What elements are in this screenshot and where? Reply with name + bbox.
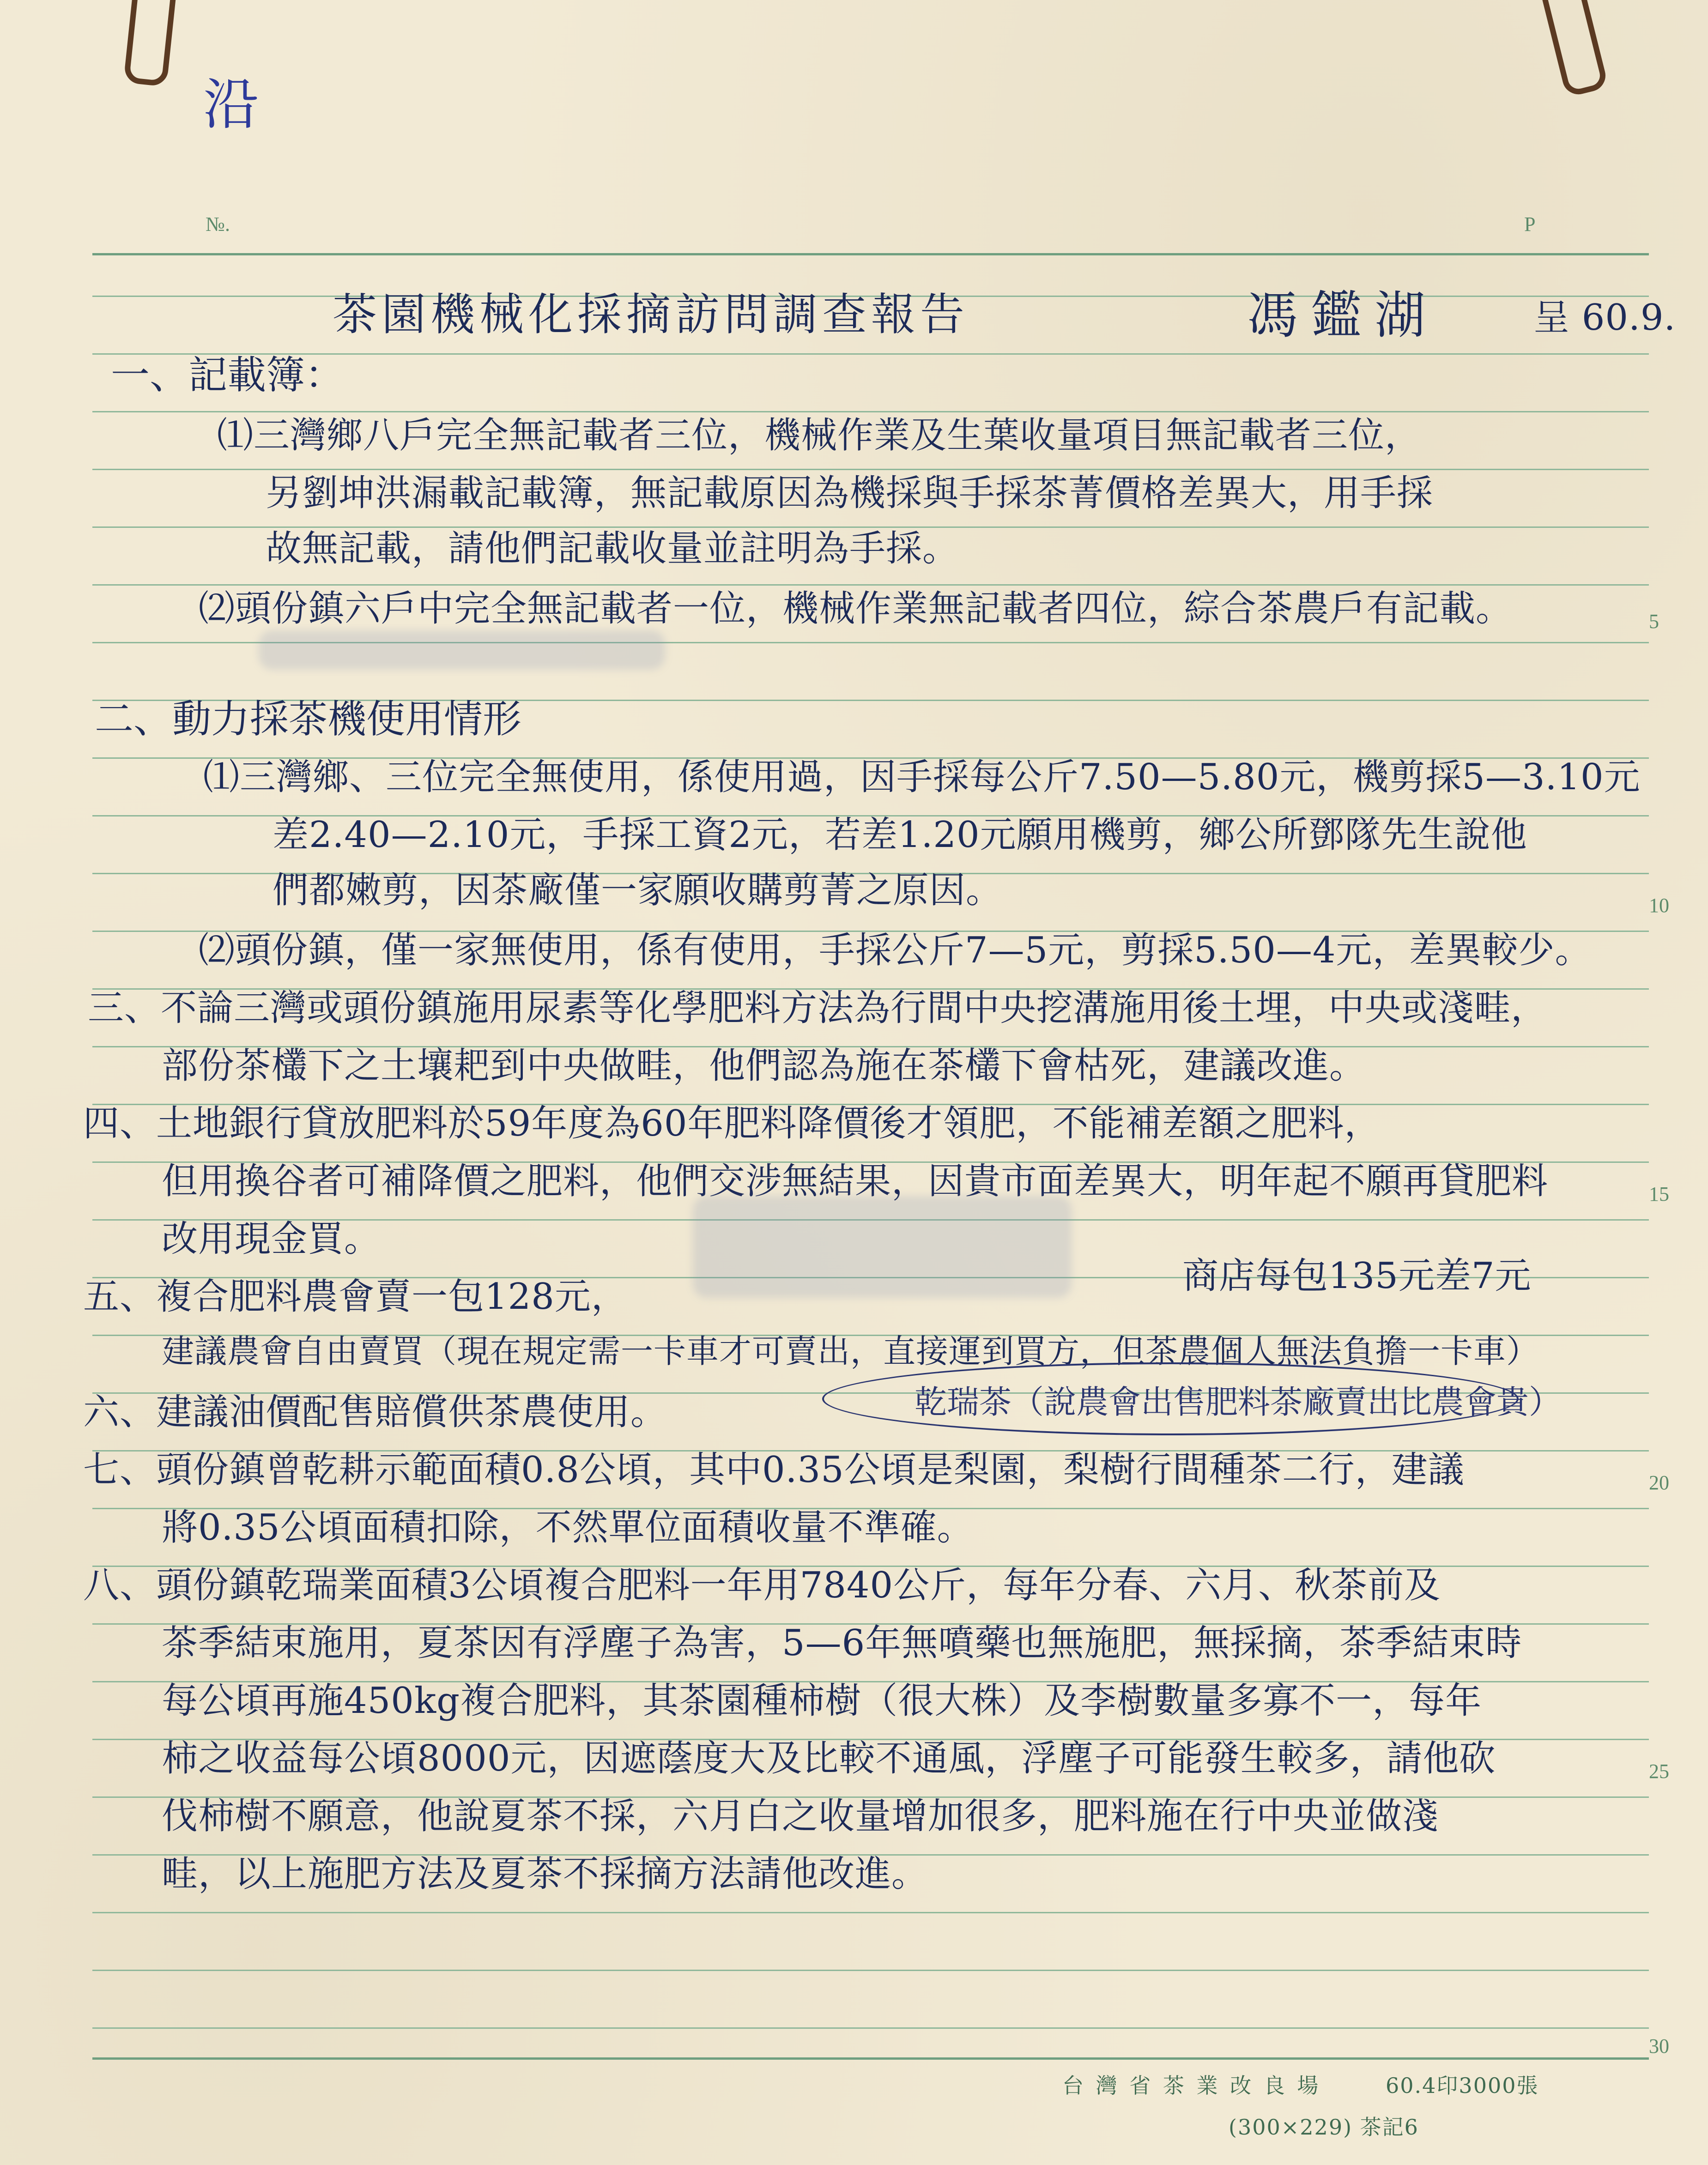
text-line: 將0.35公頃面積扣除，不然單位面積收量不準確。 bbox=[162, 1507, 974, 1548]
footer-organization: 台 灣 省 茶 業 改 良 場 bbox=[1062, 2073, 1321, 2098]
footer-rule bbox=[92, 2057, 1649, 2060]
text-line: 四、土地銀行貸放肥料於59年度為60年肥料降價後才領肥，不能補差額之肥料， bbox=[83, 1103, 1381, 1144]
number-label: №. bbox=[206, 213, 230, 236]
line-number: 30 bbox=[1649, 2035, 1669, 2057]
text-line: 伐柿樹不願意，他說夏茶不採，六月白之收量增加很多，肥料施在行中央並做淺 bbox=[162, 1796, 1439, 1837]
text-line: 建議農會自由賣買（現在規定需一卡車才可賣出，直接運到買方，但茶農個人無法負擔一卡車） bbox=[162, 1332, 1539, 1370]
text-line: 每公頃再施450kg複合肥料，其茶園種柿樹（很大株）及李樹數量多寡不一，每年 bbox=[162, 1680, 1482, 1722]
text-line: 柿之收益每公頃8000元，因遮蔭度大及比較不通風，浮塵子可能發生較多，請他砍 bbox=[162, 1738, 1496, 1779]
paper-clip-left bbox=[123, 0, 179, 87]
header-rule bbox=[92, 253, 1649, 255]
text-line: 們都嫩剪，因茶廠僅一家願收購剪菁之原因。 bbox=[273, 870, 1003, 911]
smudge bbox=[259, 630, 665, 670]
text-line: 五、複合肥料農會賣一包128元， bbox=[83, 1276, 628, 1318]
text-line: 差2.40—2.10元，手採工資2元，若差1.20元願用機剪，鄉公所鄧隊先生說他 bbox=[273, 814, 1527, 856]
ruled-line bbox=[92, 1912, 1649, 1913]
inserted-note: 商店每包135元差7元 bbox=[1182, 1255, 1532, 1297]
ruled-line bbox=[92, 1970, 1649, 1971]
document-title: 茶園機械化採摘訪問調查報告 bbox=[333, 289, 969, 340]
paper-clip-right bbox=[1538, 0, 1609, 98]
footer-print-run: 60.4印3000張 bbox=[1386, 2073, 1539, 2098]
text-line: 六、建議油價配售賠償供茶農使用。 bbox=[83, 1391, 667, 1433]
corner-note: 沿 bbox=[203, 73, 259, 137]
text-line: 故無記載，請他們記載收量並註明為手採。 bbox=[266, 528, 959, 569]
text-line: 八、頭份鎮乾瑞業面積3公頃複合肥料一年用7840公斤，每年分春、六月、秋茶前及 bbox=[83, 1565, 1441, 1606]
report-date: 呈 60.9. bbox=[1533, 297, 1676, 339]
smudge bbox=[693, 1196, 1072, 1298]
line-number: 5 bbox=[1649, 610, 1659, 633]
line-number: 20 bbox=[1649, 1471, 1669, 1494]
author-signature: 馮鑑湖 bbox=[1247, 286, 1438, 345]
text-line: ⑵頭份鎮六戶中完全無記載者一位，機械作業無記載者四位，綜合茶農戶有記載。 bbox=[199, 588, 1513, 629]
text-line: 改用現金買。 bbox=[162, 1218, 381, 1260]
line-number: 10 bbox=[1649, 894, 1669, 917]
text-line: ⑴三灣鄉、三位完全無使用，係使用過，因手採每公斤7.50—5.80元，機剪採5—3.10元 bbox=[203, 756, 1641, 798]
text-line: 七、頭份鎮曾乾耕示範面積0.8公頃，其中0.35公頃是梨園，梨樹行間種茶二行，建議 bbox=[83, 1449, 1465, 1491]
text-line: ⑵頭份鎮，僅一家無使用，係有使用，手採公斤7—5元，剪採5.50—4元，差異較少。 bbox=[199, 930, 1592, 971]
footer-form-code: (300×229) 茶記6 bbox=[1229, 2115, 1419, 2140]
page-label: P bbox=[1524, 213, 1536, 236]
inserted-note: 乾瑞茶（說農會出售肥料茶廠賣出比農會貴） bbox=[915, 1383, 1561, 1421]
text-line: 部份茶欉下之土壤耙到中央做畦，他們認為施在茶欉下會枯死，建議改進。 bbox=[162, 1045, 1366, 1087]
text-line: 但用換谷者可補降價之肥料，他們交涉無結果，因貴市面差異大，明年起不願再貸肥料 bbox=[162, 1161, 1549, 1202]
text-line: 三、不論三灣或頭份鎮施用尿素等化學肥料方法為行間中央挖溝施用後土埋，中央或淺畦， bbox=[88, 987, 1548, 1029]
text-line: 茶季結束施用，夏茶因有浮塵子為害，5—6年無噴藥也無施肥，無採摘，茶季結束時 bbox=[162, 1622, 1522, 1664]
text-line: 另劉坤洪漏載記載簿，無記載原因為機採與手採茶菁價格差異大，用手採 bbox=[266, 472, 1434, 514]
section-heading: 一、記載簿： bbox=[111, 352, 344, 398]
line-number: 25 bbox=[1649, 1760, 1669, 1783]
line-number: 15 bbox=[1649, 1183, 1669, 1205]
section-heading: 二、動力採茶機使用情形 bbox=[95, 696, 522, 742]
ruled-line bbox=[92, 2027, 1649, 2029]
text-line: 畦，以上施肥方法及夏茶不採摘方法請他改進。 bbox=[162, 1853, 928, 1895]
text-line: ⑴三灣鄉八戶完全無記載者三位，機械作業及生葉收量項目無記載者三位， bbox=[217, 415, 1422, 456]
